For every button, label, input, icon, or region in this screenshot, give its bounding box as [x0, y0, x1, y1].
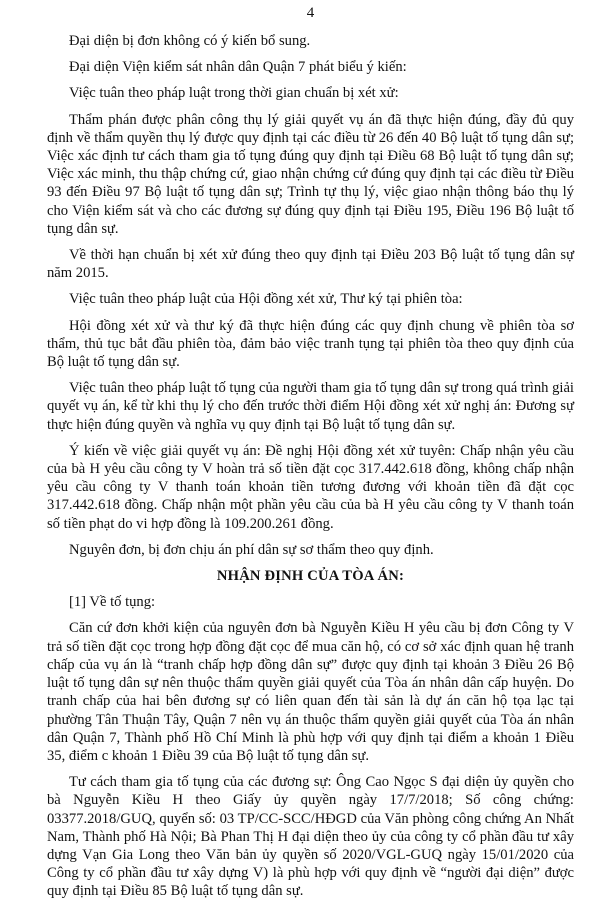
subsection-label: [1] Về tố tụng: — [69, 594, 156, 611]
paragraph-jurisdiction: Căn cứ đơn khởi kiện của nguyên đơn bà Nguyễn Kiều H yêu cầu bị đơn Công ty V trả số tiền đặt cọc trong hợp đồng đặt cọc để mua căn hộ, có cơ sở xác định quan hệ tranh chấp của vụ án là “tranh chấp hợp đồng dân sự” được quy định tại khoản 3 Điều 26 Bộ luật tố tụng dân sự nên thuộc thẩm quyền giải quyết của Tòa án nhân dân cấp huyện. Do tranh chấp của hai bên đương sự có liên quan đến tài sản là dự án căn hộ tọa lạc tại phường Tân Thuận Tây, Quận 7 nên vụ án thuộc thẩm quyền giải quyết của Tòa án nhân dân Quận 7, Thành phố Hồ Chí Minh là phù hợp với quy định tại điểm a khoản 1 Điều 35, điểm c khoản 1 Điều 39 của Bộ luật tố tụng dân sự. — [47, 620, 574, 764]
paragraph-preparation-compliance: Việc tuân theo pháp luật trong thời gian chuẩn bị xét xử: — [69, 85, 399, 102]
paragraph-defendant-no-comment: Đại diện bị đơn không có ý kiến bổ sung. — [69, 33, 311, 49]
paragraph-judge-compliance: Thẩm phán được phân công thụ lý giải quyết vụ án đã thực hiện đúng, đầy đủ quy định về thẩm quyền thụ lý được quy định tại các điều từ 26 đến 40 Bộ luật tố tụng dân sự; Việc xác định tư cách tham gia tố tụng đúng quy định tại Điều 68 Bộ luật tố tụng dân sự; Việc xác minh, thu thập chứng cứ, giao nhận chứng cứ đúng quy định tại các điều từ Điều 93 đến Điều 97 Bộ luật tố tụng dân sự; Trình tự thụ lý, việc giao nhận thông báo thụ lý cho Viện kiểm sát và cho các đương sự đúng quy định tại Điều 195, Điều 196 Bộ luật tố tụng dân sự. — [47, 111, 574, 237]
paragraph-preparation-deadline: Về thời hạn chuẩn bị xét xử đúng theo quy định tại Điều 203 Bộ luật tố tụng dân sự năm 2015. — [47, 247, 574, 282]
paragraph-panel-details: Hội đồng xét xử và thư ký đã thực hiện đúng các quy định chung về phiên tòa sơ thẩm, thủ tục bắt đầu phiên tòa, đảm bảo việc tranh tụng tại phiên tòa theo quy định của Bộ luật tố tụng dân sự. — [47, 317, 574, 371]
paragraph-panel-compliance: Việc tuân theo pháp luật của Hội đồng xét xử, Thư ký tại phiên tòa: — [69, 291, 463, 308]
paragraph-court-fees: Nguyên đơn, bị đơn chịu án phí dân sự sơ thẩm theo quy định. — [69, 541, 434, 558]
page-number: 4 — [306, 5, 315, 21]
paragraph-case-opinion: Ý kiến về việc giải quyết vụ án: Đề nghị Hội đồng xét xử tuyên: Chấp nhận yêu cầu của bà H yêu cầu công ty V hoàn trả số tiền đặt cọc 317.442.618 đồng, không chấp nhận yêu cầu công ty V thanh toán khoản tiền tương đương với khoản tiền đã đặt cọc 317.442.618 đồng. Chấp nhận một phần yêu cầu của bà H yêu cầu công ty V thanh toán số tiền phạt do vi hợp đồng là 109.200.261 đồng. — [47, 442, 574, 532]
paragraph-participant-compliance: Việc tuân theo pháp luật tố tụng của người tham gia tố tụng dân sự trong quá trình giải quyết vụ án, kể từ khi thụ lý cho đến trước thời điểm Hội đồng xét xử nghị án: Đương sự thực hiện đúng quyền và nghĩa vụ quy định tại Bộ luật tố tụng dân sự. — [47, 380, 574, 433]
paragraph-procuracy-opinion: Đại diện Viện kiểm sát nhân dân Quận 7 phát biểu ý kiến: — [69, 59, 407, 76]
paragraph-participant-status: Tư cách tham gia tố tụng của các đương sự: Ông Cao Ngọc S đại diện ủy quyền cho bà Nguyễn Kiều H theo Giấy ủy quyền ngày 17/7/2018; Số công chứng: 03377.2018/GUQ, quyển số: 03 TP/CC-SCC/HĐGD của Văn phòng công chứng An Nhất Nam, Thành phố Hà Nội; Bà Phan Thị H đại diện theo ủy của công ty cổ phần đầu tư xây dựng Vạn Gia Long theo Văn bản ủy quyền số 2020/VGL-GUQ ngày 15/01/2020 của Công ty cổ phần đầu tư xây dựng V) là phù hợp với quy định về “người đại diện” được quy định tại Điều 85 Bộ luật tố tụng dân sự. — [47, 774, 574, 900]
section-heading: NHẬN ĐỊNH CỦA TÒA ÁN: — [216, 568, 405, 585]
